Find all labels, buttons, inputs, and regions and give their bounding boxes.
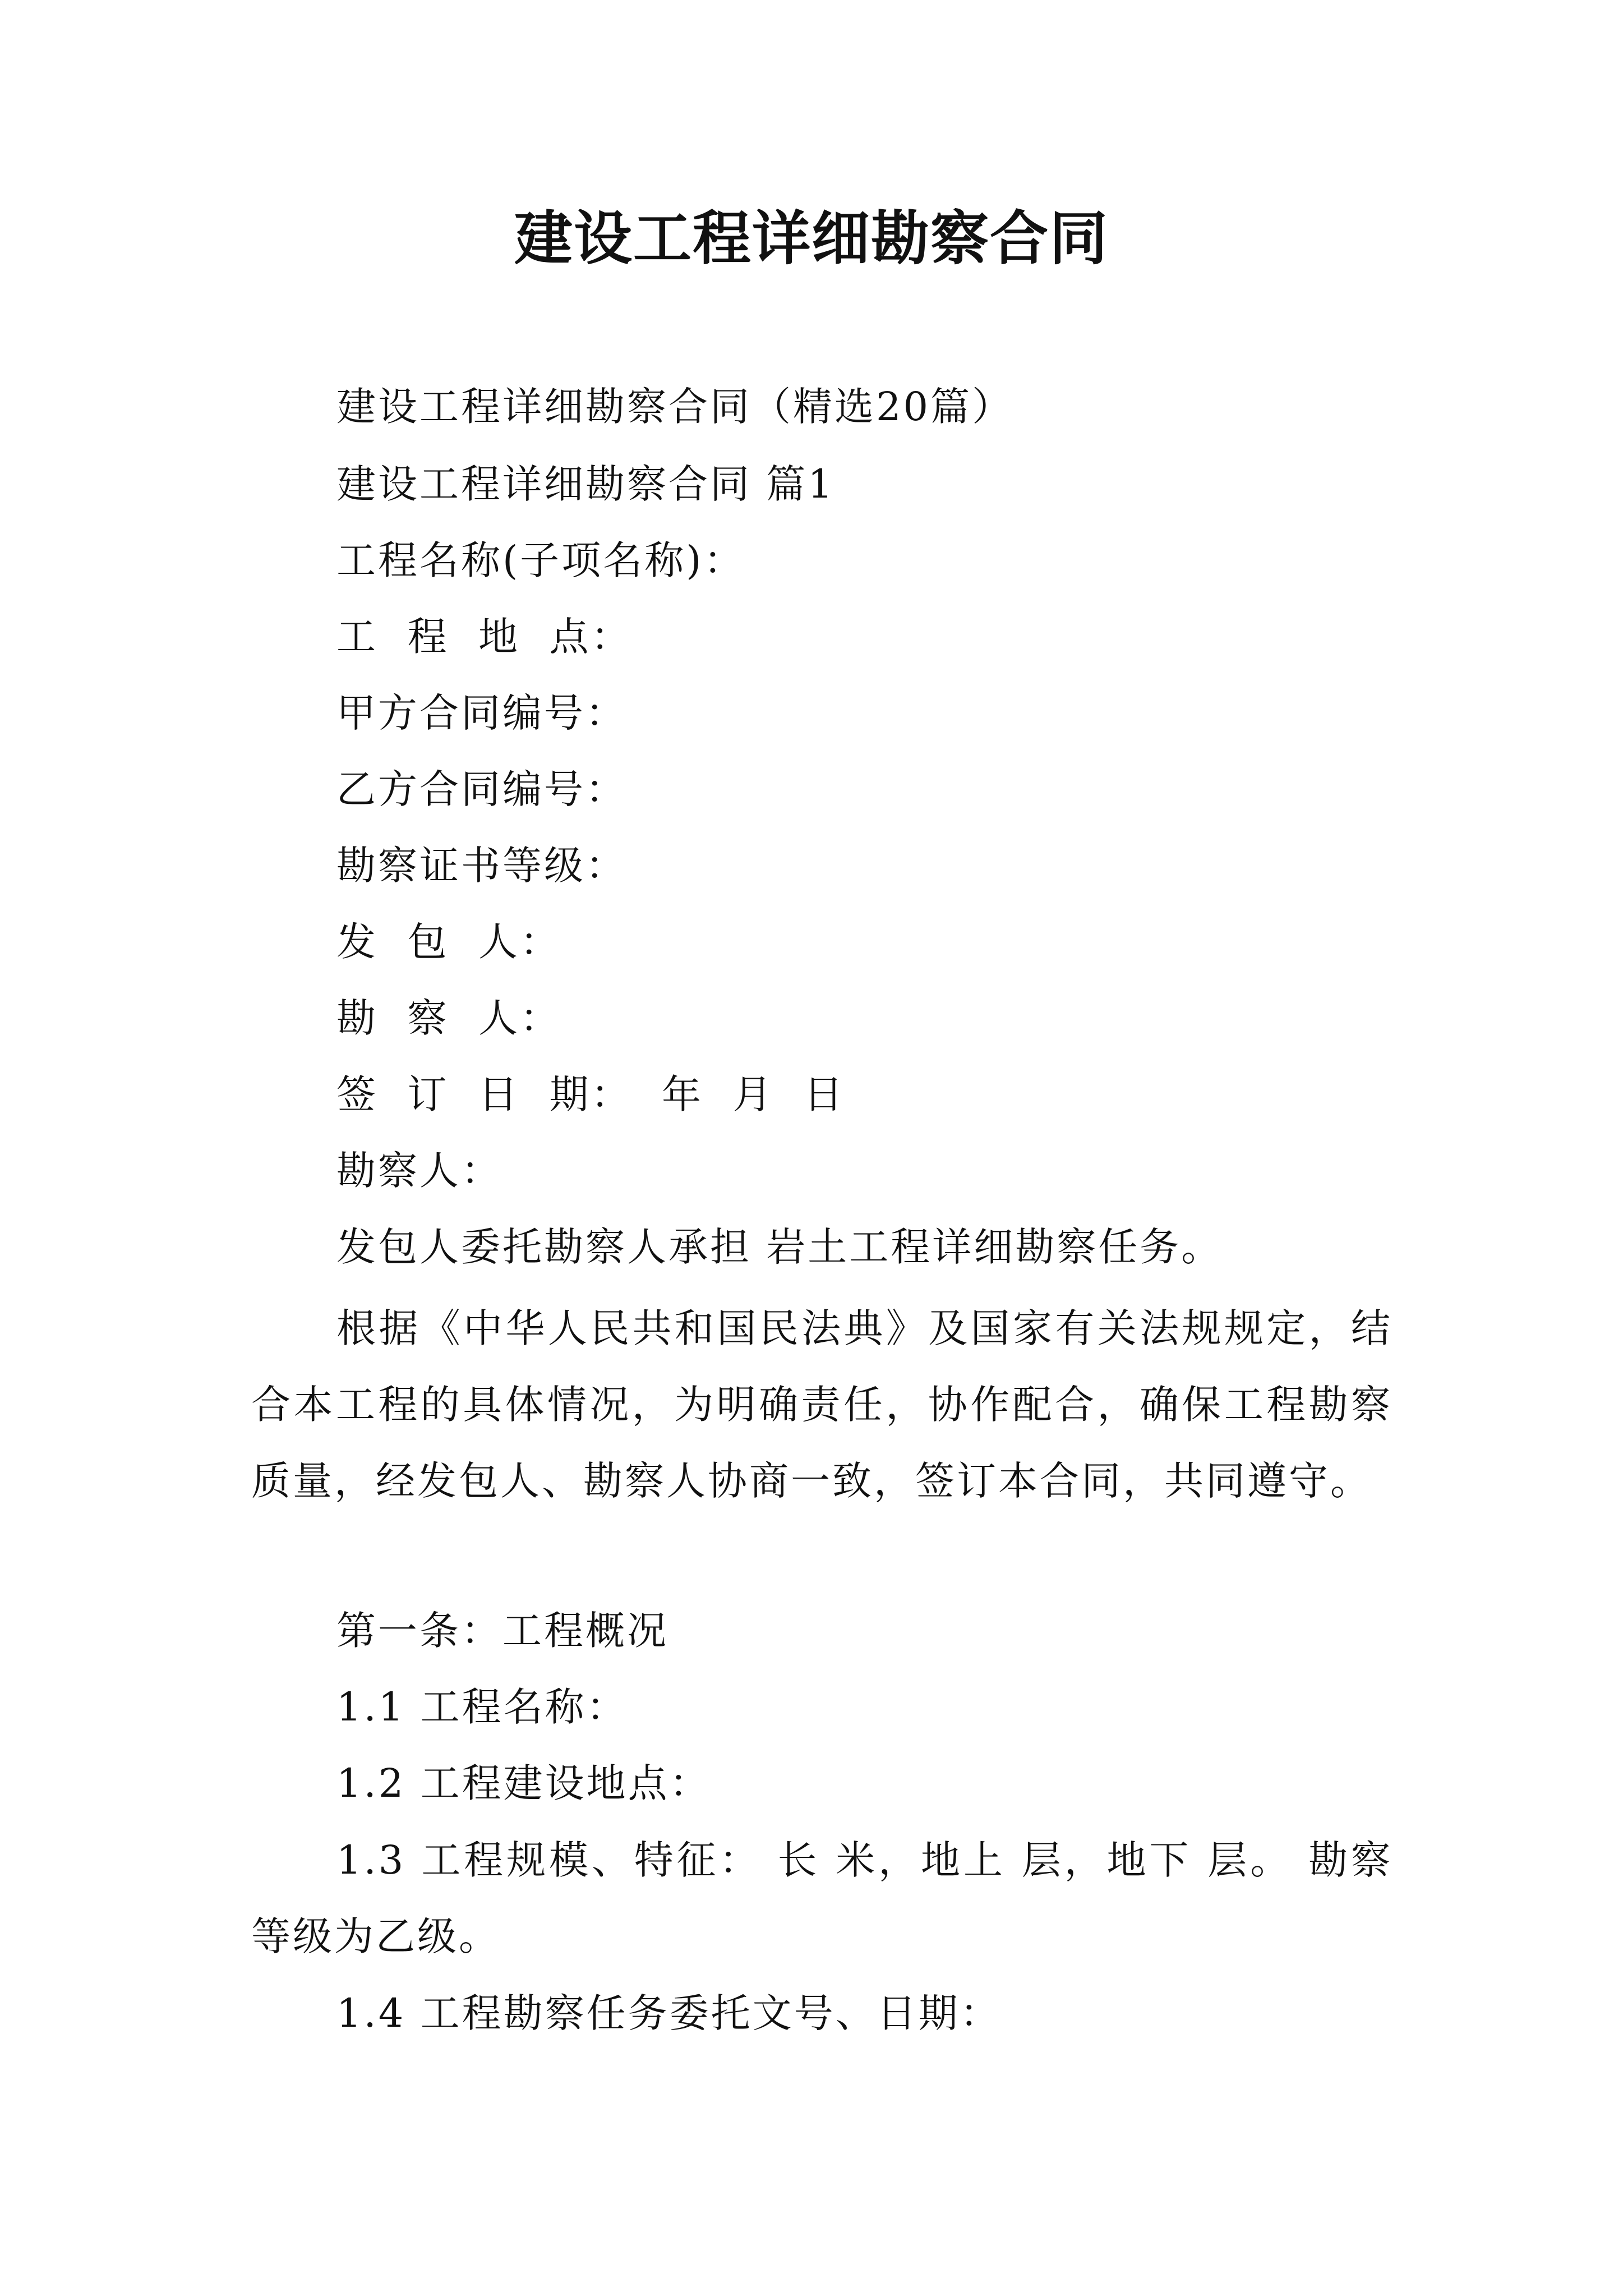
field-surveyor: 勘 察 人： bbox=[336, 995, 562, 1041]
document-subtitle: 建设工程详细勘察合同（精选20篇） bbox=[336, 384, 1014, 430]
field-employer: 发 包 人： bbox=[336, 919, 562, 965]
basis-paragraph: 根据《中华人民共和国民法典》及国家有关法规规定，结合本工程的具体情况，为明确责任，协作配合，确保工程勘察质量，经发包人、勘察人协商一致，签订本合同，共同遵守。 bbox=[251, 1305, 1393, 1504]
item-1-4: 1.4 工程勘察任务委托文号、日期： bbox=[336, 1990, 1002, 2036]
commission-statement: 发包人委托勘察人承担 岩土工程详细勘察任务。 bbox=[336, 1224, 1223, 1270]
field-survey-certificate-level: 勘察证书等级： bbox=[336, 843, 627, 889]
field-project-location: 工 程 地 点： bbox=[336, 614, 633, 660]
field-party-a-contract-no: 甲方合同编号： bbox=[336, 690, 627, 736]
item-1-1: 1.1 工程名称： bbox=[336, 1684, 628, 1730]
item-1-2: 1.2 工程建设地点： bbox=[336, 1760, 711, 1806]
field-project-name: 工程名称(子项名称)： bbox=[336, 537, 745, 583]
field-signing-date: 签 订 日 期： 年 月 日 bbox=[336, 1071, 846, 1117]
article-1-heading: 第一条：工程概况 bbox=[336, 1608, 668, 1654]
field-party-b-contract-no: 乙方合同编号： bbox=[336, 766, 627, 812]
section-heading: 建设工程详细勘察合同 篇1 bbox=[336, 461, 835, 507]
item-1-3: 1.3 工程规模、特征： 长 米，地上 层，地下 层。 勘察等级为乙级。 bbox=[251, 1837, 1393, 1959]
field-surveyor-addressee: 勘察人： bbox=[336, 1148, 502, 1194]
document-title: 建设工程详细勘察合同 bbox=[514, 204, 1109, 273]
